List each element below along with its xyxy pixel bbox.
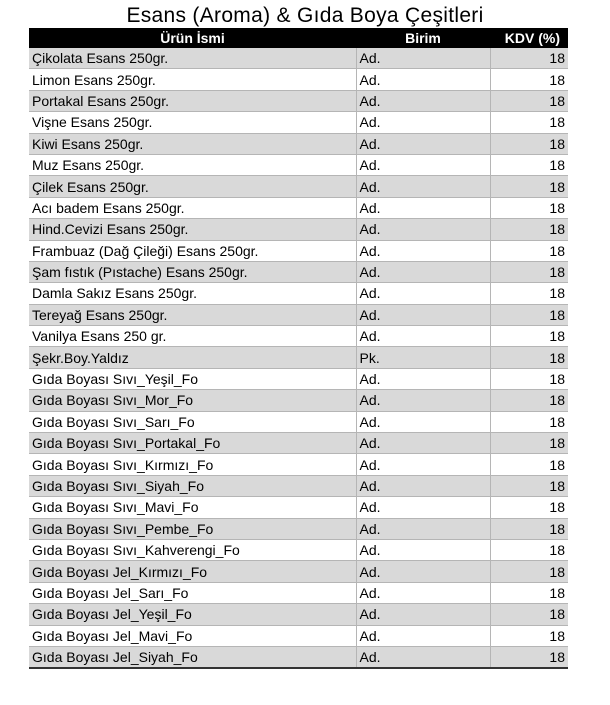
unit-cell: Ad. <box>356 112 490 133</box>
product-name-cell: Gıda Boyası Jel_Mavi_Fo <box>29 625 356 646</box>
vat-cell: 18 <box>490 454 568 475</box>
table-header <box>29 28 568 48</box>
vat-cell: 18 <box>490 48 568 69</box>
unit-cell: Ad. <box>356 475 490 496</box>
product-name-cell: Portakal Esans 250gr. <box>29 90 356 111</box>
table-row <box>29 133 568 154</box>
table-row <box>29 304 568 325</box>
vat-cell: 18 <box>490 326 568 347</box>
table-row <box>29 240 568 261</box>
vat-cell: 18 <box>490 561 568 582</box>
unit-cell: Ad. <box>356 176 490 197</box>
unit-cell: Ad. <box>356 582 490 603</box>
table-row <box>29 283 568 304</box>
table-row <box>29 261 568 282</box>
product-name-cell: Gıda Boyası Sıvı_Sarı_Fo <box>29 411 356 432</box>
vat-cell: 18 <box>490 219 568 240</box>
table-row <box>29 112 568 133</box>
table-row <box>29 48 568 69</box>
unit-cell: Ad. <box>356 390 490 411</box>
column-header-vat: KDV (%) <box>490 28 568 48</box>
product-table <box>29 28 568 669</box>
product-name-cell: Şekr.Boy.Yaldız <box>29 347 356 368</box>
table-row <box>29 219 568 240</box>
table-row <box>29 454 568 475</box>
vat-cell: 18 <box>490 368 568 389</box>
product-name-cell: Tereyağ Esans 250gr. <box>29 304 356 325</box>
header-row <box>29 28 568 48</box>
product-name-cell: Vanilya Esans 250 gr. <box>29 326 356 347</box>
product-name-cell: Gıda Boyası Jel_Siyah_Fo <box>29 646 356 668</box>
vat-cell: 18 <box>490 497 568 518</box>
unit-cell: Ad. <box>356 604 490 625</box>
product-name-cell: Gıda Boyası Sıvı_Siyah_Fo <box>29 475 356 496</box>
product-name-cell: Damla Sakız Esans 250gr. <box>29 283 356 304</box>
product-name-cell: Gıda Boyası Sıvı_Mor_Fo <box>29 390 356 411</box>
product-name-cell: Gıda Boyası Jel_Kırmızı_Fo <box>29 561 356 582</box>
table-row <box>29 646 568 668</box>
unit-cell: Ad. <box>356 411 490 432</box>
page-title: Esans (Aroma) & Gıda Boya Çeşitleri <box>126 4 484 27</box>
table-row <box>29 326 568 347</box>
unit-cell: Ad. <box>356 518 490 539</box>
product-name-cell: Gıda Boyası Sıvı_Mavi_Fo <box>29 497 356 518</box>
vat-cell: 18 <box>490 390 568 411</box>
vat-cell: 18 <box>490 411 568 432</box>
unit-cell: Ad. <box>356 433 490 454</box>
product-name-cell: Gıda Boyası Sıvı_Kahverengi_Fo <box>29 539 356 560</box>
product-name-cell: Gıda Boyası Sıvı_Yeşil_Fo <box>29 368 356 389</box>
vat-cell: 18 <box>490 133 568 154</box>
unit-cell: Ad. <box>356 539 490 560</box>
unit-cell: Pk. <box>356 347 490 368</box>
table-row <box>29 539 568 560</box>
unit-cell: Ad. <box>356 261 490 282</box>
table-body <box>29 48 568 668</box>
vat-cell: 18 <box>490 112 568 133</box>
vat-cell: 18 <box>490 90 568 111</box>
unit-cell: Ad. <box>356 368 490 389</box>
product-name-cell: Kiwi Esans 250gr. <box>29 133 356 154</box>
table-row <box>29 582 568 603</box>
vat-cell: 18 <box>490 304 568 325</box>
vat-cell: 18 <box>490 240 568 261</box>
product-name-cell: Şam fıstık (Pıstache) Esans 250gr. <box>29 261 356 282</box>
unit-cell: Ad. <box>356 154 490 175</box>
vat-cell: 18 <box>490 475 568 496</box>
product-name-cell: Çilek Esans 250gr. <box>29 176 356 197</box>
product-name-cell: Çikolata Esans 250gr. <box>29 48 356 69</box>
table-row <box>29 347 568 368</box>
unit-cell: Ad. <box>356 133 490 154</box>
unit-cell: Ad. <box>356 240 490 261</box>
table-row <box>29 90 568 111</box>
product-name-cell: Vişne Esans 250gr. <box>29 112 356 133</box>
vat-cell: 18 <box>490 433 568 454</box>
vat-cell: 18 <box>490 261 568 282</box>
vat-cell: 18 <box>490 283 568 304</box>
vat-cell: 18 <box>490 176 568 197</box>
table-row <box>29 69 568 90</box>
table-row <box>29 368 568 389</box>
table-row <box>29 433 568 454</box>
vat-cell: 18 <box>490 646 568 668</box>
product-name-cell: Muz Esans 250gr. <box>29 154 356 175</box>
vat-cell: 18 <box>490 582 568 603</box>
product-name-cell: Gıda Boyası Jel_Yeşil_Fo <box>29 604 356 625</box>
vat-cell: 18 <box>490 69 568 90</box>
table-row <box>29 154 568 175</box>
product-name-cell: Hind.Cevizi Esans 250gr. <box>29 219 356 240</box>
column-header-unit: Birim <box>356 28 490 48</box>
table-row <box>29 497 568 518</box>
vat-cell: 18 <box>490 197 568 218</box>
unit-cell: Ad. <box>356 497 490 518</box>
product-name-cell: Gıda Boyası Sıvı_Kırmızı_Fo <box>29 454 356 475</box>
table-row <box>29 625 568 646</box>
product-name-cell: Acı badem Esans 250gr. <box>29 197 356 218</box>
table-row <box>29 197 568 218</box>
vat-cell: 18 <box>490 625 568 646</box>
unit-cell: Ad. <box>356 197 490 218</box>
unit-cell: Ad. <box>356 69 490 90</box>
vat-cell: 18 <box>490 604 568 625</box>
unit-cell: Ad. <box>356 219 490 240</box>
unit-cell: Ad. <box>356 326 490 347</box>
unit-cell: Ad. <box>356 454 490 475</box>
unit-cell: Ad. <box>356 283 490 304</box>
column-header-product-name: Ürün İsmi <box>29 28 356 48</box>
table-row <box>29 604 568 625</box>
unit-cell: Ad. <box>356 646 490 668</box>
unit-cell: Ad. <box>356 625 490 646</box>
table-row <box>29 176 568 197</box>
unit-cell: Ad. <box>356 90 490 111</box>
vat-cell: 18 <box>490 347 568 368</box>
vat-cell: 18 <box>490 539 568 560</box>
unit-cell: Ad. <box>356 304 490 325</box>
unit-cell: Ad. <box>356 561 490 582</box>
unit-cell: Ad. <box>356 48 490 69</box>
product-name-cell: Gıda Boyası Jel_Sarı_Fo <box>29 582 356 603</box>
table-row <box>29 561 568 582</box>
table-row <box>29 518 568 539</box>
product-name-cell: Frambuaz (Dağ Çileği) Esans 250gr. <box>29 240 356 261</box>
product-name-cell: Gıda Boyası Sıvı_Portakal_Fo <box>29 433 356 454</box>
table-row <box>29 411 568 432</box>
table-row <box>29 390 568 411</box>
product-name-cell: Gıda Boyası Sıvı_Pembe_Fo <box>29 518 356 539</box>
vat-cell: 18 <box>490 518 568 539</box>
product-name-cell: Limon Esans 250gr. <box>29 69 356 90</box>
table-row <box>29 475 568 496</box>
vat-cell: 18 <box>490 154 568 175</box>
